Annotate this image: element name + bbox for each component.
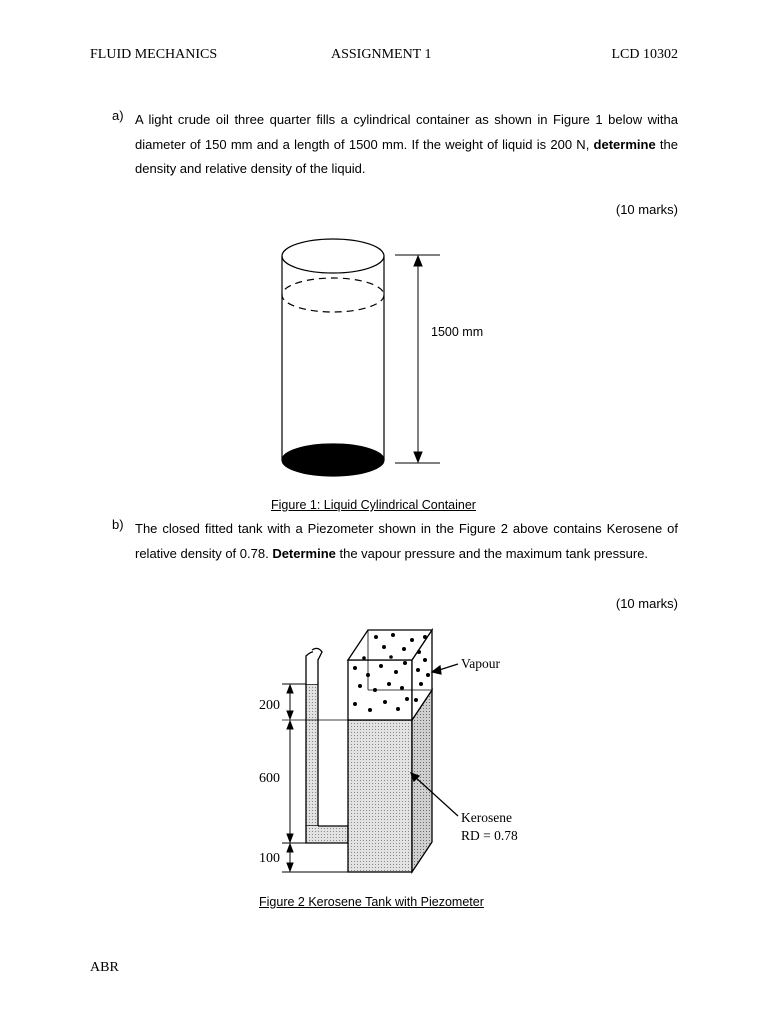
vapour-bubbles: [353, 633, 430, 712]
dimension-200-label: 200: [259, 698, 280, 713]
vapour-side: [412, 630, 432, 720]
vapour-top: [348, 630, 432, 660]
cylinder-base-ellipse: [282, 444, 384, 476]
header-code: LCD 10302: [611, 47, 678, 62]
dimension-100-label: 100: [259, 851, 280, 866]
header-assignment: ASSIGNMENT 1: [331, 47, 432, 62]
cylinder-top-ellipse: [282, 239, 384, 273]
cylinder-drawing: [282, 239, 384, 476]
question-b-text: [135, 517, 678, 566]
question-a-label: a): [112, 108, 124, 123]
question-b-text-after: the vapour pressure and the maximum tank pressure.: [335, 545, 649, 561]
figure-2-dimensions: [282, 684, 348, 872]
question-b-bold: Determine: [272, 545, 336, 561]
question-a-bold: determine: [593, 136, 656, 152]
relative-density-label: RD = 0.78: [461, 828, 518, 843]
question-a-text-before: A light crude oil three quarter fills a cylindrical container as shown in Figure 1 below witha diameter of 150 mm and a length of 1500 mm. If the weight of liquid is 200 N,: [135, 112, 678, 152]
connecting-pipe: [306, 826, 348, 843]
question-b-text-before: The closed fitted tank with a Piezometer shown in the Figure 2 above contains Kerosene of relative density of 0.78.: [135, 521, 678, 561]
header-course: FLUID MECHANICS: [90, 47, 218, 62]
footer-initials: ABR: [90, 960, 119, 975]
vapour-label: Vapour: [461, 656, 500, 671]
figure-1-dimension-label: 1500 mm: [431, 325, 484, 339]
figure-2-caption: Figure 2 Kerosene Tank with Piezometer: [259, 895, 484, 909]
question-b-marks: (10 marks): [615, 596, 678, 611]
liquid-surface-ellipse: [282, 278, 384, 312]
tank-front-kerosene: [348, 720, 412, 872]
question-a-text: [135, 108, 678, 182]
dimension-1500: [395, 255, 440, 463]
kerosene-label: Kerosene: [461, 810, 512, 825]
piezometer-open-end: [306, 652, 318, 685]
tank-side-kerosene: [412, 690, 432, 872]
figure-1-caption: Figure 1: Liquid Cylindrical Container: [271, 498, 476, 512]
question-a-text-after: the density and relative density of the liquid.: [135, 136, 678, 176]
question-a-marks: (10 marks): [615, 202, 678, 217]
piezometer-liquid: [306, 684, 318, 826]
label-arrows: [411, 664, 458, 816]
vapour-front: [348, 660, 412, 720]
question-b-label: b): [112, 517, 124, 532]
dimension-600-label: 600: [259, 771, 280, 786]
tank-drawing: [306, 630, 432, 872]
